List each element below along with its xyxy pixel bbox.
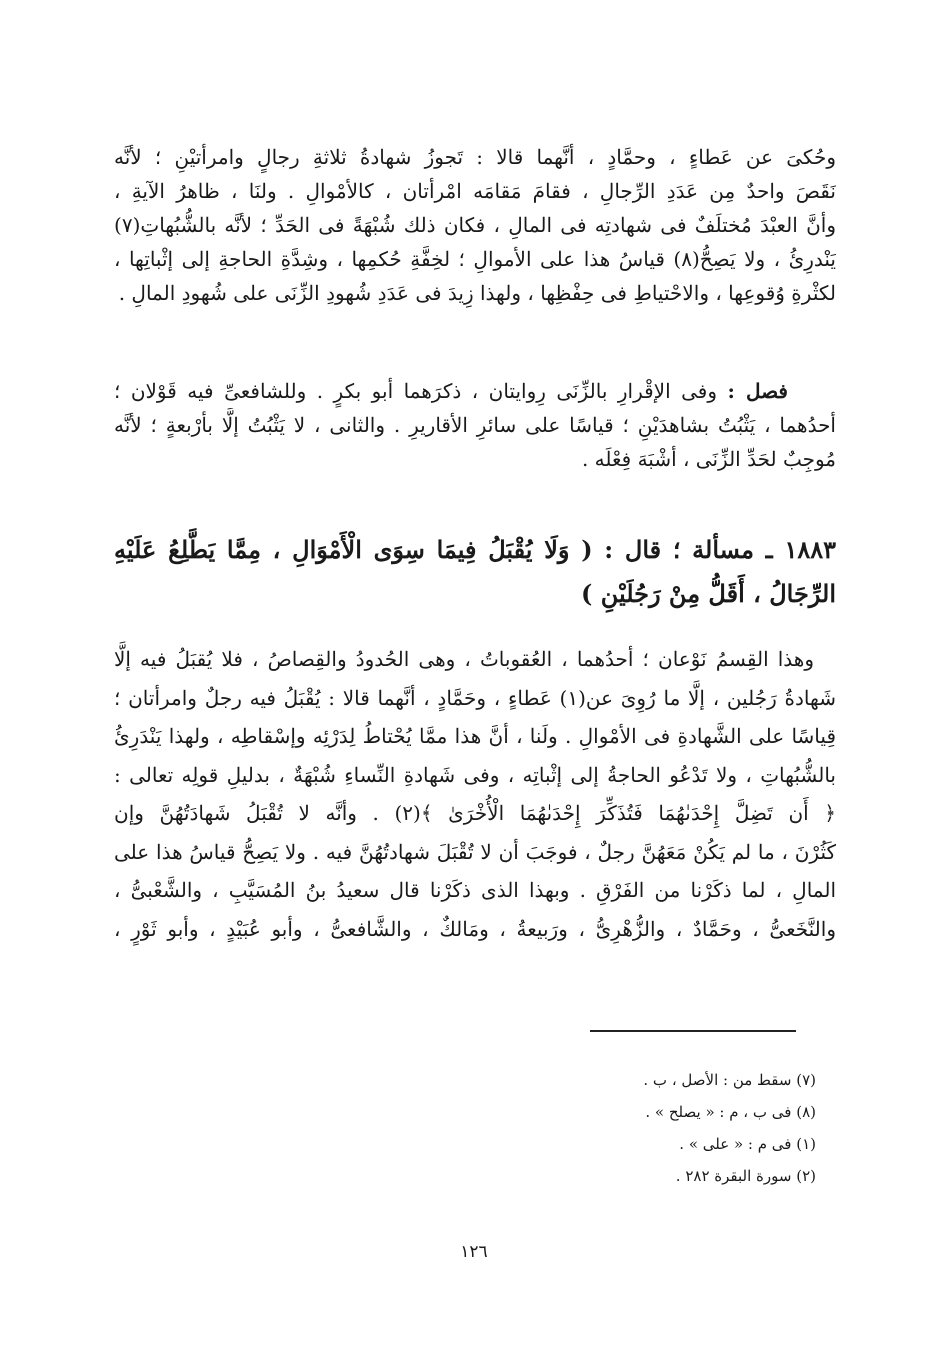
heading-line: [114, 528, 836, 572]
heading-text: ـ مسألة ؛ قال : ( وَلَا يُقْبَلُ فِيمَا سِوَى الْأَمْوَالِ ، مِمَّا يَطَّلِعُ عَلَيْهِ: [114, 535, 785, 564]
footnote: (٧) سقط من : الأصل ، ب .: [643, 1071, 816, 1089]
text-line: والنَّخَعىُّ ، وحَمَّادٌ ، والزُّهْرِىُّ ، ورَبيعةُ ، ومَالكٌ ، والشَّافعىُّ ، وأبو عُبَيْدٍ ، وأبو ثَوْرٍ ،: [114, 916, 836, 941]
masala-heading: [114, 528, 836, 616]
text-line: قِياسًا على الشَّهادةِ فى الأمْوالِ . ولَنا ، أنَّ هذا ممَّا يُحْتاطُ لِدَرْئِه وإسْقاطِه ، ولهذا يَنْدَرِئُ: [114, 724, 836, 748]
footnotes: [416, 1064, 816, 1192]
text-line: المالِ ، لما ذكَرْنا من الفَرْقِ . وبهذا الذى ذكَرْنا قال سعيدُ بنُ المُسَيَّبِ ، والشَّعْبىُّ ،: [114, 878, 836, 902]
footnote: (٨) فى ب ، م : « يصلح » .: [645, 1103, 816, 1121]
text-line: وأنَّ العبْدَ مُختلَفٌ فى شهادتِه فى المالِ ، فكان ذلك شُبْهَةً فى الحَدِّ ؛ لأنَّه بالشُّبُهاتِ(٧): [114, 213, 836, 237]
heading-line: الرِّجَالُ ، أَقَلُّ مِنْ رَجُلَيْنِ ): [580, 579, 836, 608]
text-line: مُوجِبٌ لحَدِّ الزِّنَى ، أشْبَهَ فِعْلَه .: [581, 447, 836, 471]
masala-number: ١٨٨٣: [784, 535, 836, 564]
text-line: نَقَصَ واحدٌ مِن عَدَدِ الرِّجالِ ، فقامَ مَقامَه امْرأتان ، كالأمْوالِ . ولنَا ، ظاهرُ الآيةِ ،: [114, 179, 836, 203]
page-number: ١٢٦: [460, 1242, 488, 1262]
footnote-divider: [590, 1030, 796, 1032]
text-line: [114, 374, 836, 408]
text-line: وحُكىَ عن عَطاءٍ ، وحمَّادٍ ، أنَّهما قالا : تَجوزُ شهادةُ ثلاثةِ رجالٍ وامرأتيْنِ ؛ لأنَّه: [114, 145, 836, 169]
footnote: (١) فى م : « على » .: [679, 1135, 816, 1153]
fasl-section: [114, 374, 836, 476]
text-line: شَهادةُ رَجُلين ، إلَّا ما رُوِىَ عن(١) عَطاءٍ ، وحَمَّادٍ ، أنَّهما قالا : يُقْبَلُ فيه رجلٌ وامرأتان ؛: [114, 685, 836, 710]
text-line: أحدُهما ، يَثْبُتُ بشاهدَيْنِ ؛ قياسًا على سائرِ الأقاريرِ . والثانى ، لا يَثْبُتُ إلَّا بأرْبعةٍ ؛ لأنَّه: [114, 413, 836, 437]
commentary-paragraph: [114, 640, 836, 948]
text-run: وفى الإقْرارِ بالزِّنَى رِوايتان ، ذكرَهما أبو بكرٍ . وللشافعىِّ فيه قَوْلان ؛: [114, 379, 728, 403]
text-line: لكثْرةِ وُقوعِها ، والاحْتياطِ فى حِفْظِها ، ولهذا زِيدَ فى عَدَدِ شُهودِ الزِّنَى على شُهودِ المالِ .: [118, 281, 836, 305]
text-line: يَنْدرِئُ ، ولا يَصِحُّ(٨) قياسُ هذا على الأموالِ ؛ لخِفَّةِ حُكمِها ، وشِدَّةِ الحاجةِ إلى إثْباتِها ،: [114, 247, 836, 271]
text-run: وهذا القِسمُ نَوْعان ؛ أحدُهما ، العُقوباتُ ، وهى الحُدودُ والقِصاصُ ، فلا يُقبَلُ فيه إلَّا: [114, 647, 814, 671]
text-line: [114, 640, 836, 679]
paragraph-continued: [114, 140, 836, 310]
footnote: (٢) سورة البقرة ٢٨٢ .: [675, 1167, 816, 1185]
text-line: كَثُرْنَ ، ما لم يَكُنْ مَعَهُنَّ رجلٌ ، فوجَبَ أن لا تُقْبَلَ شهادتُهُنَّ فيه . ولا يَصِحُّ قياسُ هذا على: [114, 839, 836, 864]
section-lead-word: فصل :: [727, 379, 788, 403]
quran-verse-line: ﴿ أَن تَضِلَّ إِحْدَىٰهُمَا فَتُذَكِّرَ إِحْدَىٰهُمَا الْأُخْرَىٰ ﴾(٢) . وأنَّه لا تُقْبَلُ شَهادَتُهُنَّ وإن: [114, 801, 836, 825]
text-line: بالشُّبُهاتِ ، ولا تَدْعُو الحاجةُ إلى إثْباتِه ، وفى شَهادةِ النِّساءِ شُبْهَةٌ ، بدليلِ قولِه تعالى :: [114, 762, 836, 787]
